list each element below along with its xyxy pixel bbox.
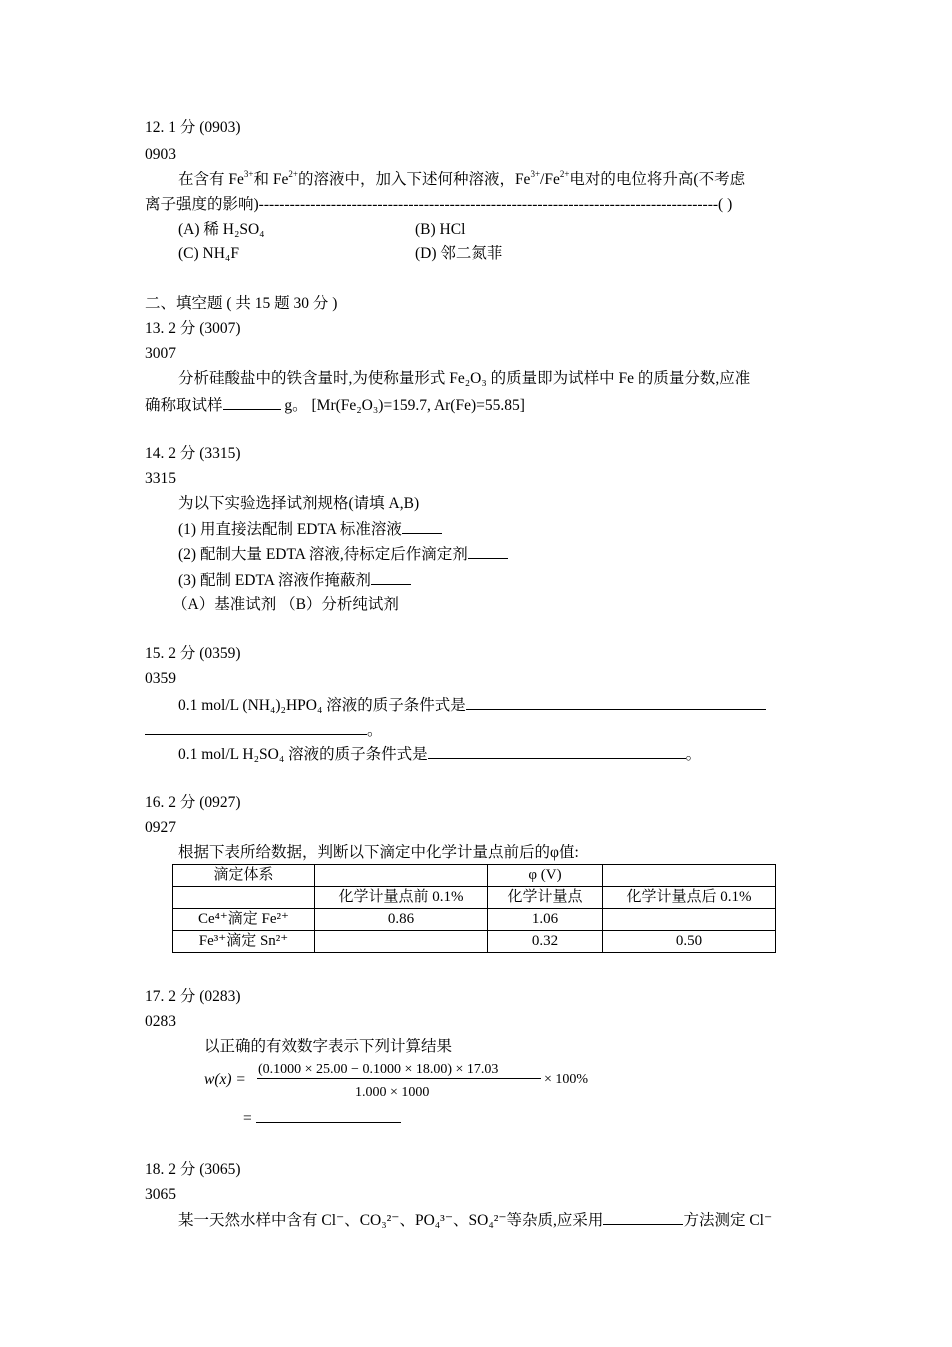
q12-sup4: 2+ <box>559 169 570 179</box>
q15-line1 <box>178 695 766 716</box>
q18-header: 18. 2 分 (3065) <box>145 1161 241 1178</box>
row2-before[interactable] <box>315 931 488 953</box>
sub-after-header: 化学计量点后 0.1% <box>603 887 776 909</box>
q12-option-d: (D) 邻二氮菲 <box>415 245 503 262</box>
q12-option-b: (B) HCl <box>415 221 466 238</box>
q15-period2: 。 <box>685 746 702 763</box>
q17-answer-blank[interactable] <box>256 1108 401 1123</box>
q14-item2 <box>178 544 508 565</box>
q14-choices: （A）基准试剂 （B）分析纯试剂 <box>172 596 399 613</box>
q15-header: 15. 2 分 (0359) <box>145 645 241 662</box>
row1-before: 0.86 <box>315 909 488 931</box>
q15-line2 <box>145 720 383 741</box>
q17-eq: = <box>243 1110 252 1127</box>
q17-fraction-line <box>257 1078 541 1079</box>
q14-code: 3315 <box>145 470 176 487</box>
q15-line3-text: 0.1 mol/L H₂SO₄ 溶液的质子条件式是 <box>178 746 428 763</box>
col-phi-header: φ (V) <box>488 865 603 887</box>
q12-code: 0903 <box>145 146 176 163</box>
q12-stem-c: 的溶液中，加入下述何种溶液，Fe <box>297 171 531 188</box>
sub-point-header: 化学计量点 <box>488 887 603 909</box>
q12-header: 12. 1 分 (0903) <box>145 119 241 136</box>
q13-header: 13. 2 分 (3007) <box>145 320 241 337</box>
phi-header-right <box>603 865 776 887</box>
q15-blank1-part2[interactable] <box>145 720 367 735</box>
sub-before-header: 化学计量点前 0.1% <box>315 887 488 909</box>
q12-stem-e: 电对的电位将升高(不考虑 <box>569 171 746 188</box>
q15-blank2[interactable] <box>428 744 686 759</box>
q15-line3 <box>178 744 701 765</box>
table-row <box>173 931 776 953</box>
phi-table <box>172 864 776 953</box>
q14-item3 <box>178 570 411 591</box>
q17-header: 17. 2 分 (0283) <box>145 988 241 1005</box>
q14-header: 14. 2 分 (3315) <box>145 445 241 462</box>
q14-item1-blank[interactable] <box>402 519 442 534</box>
q17-numerator: (0.1000 × 25.00 − 0.1000 × 18.00) × 17.03 <box>258 1062 499 1077</box>
q12-stem-line2: 离子强度的影响)-----------------------------------------------------------------------------------------( ) <box>145 196 733 213</box>
q13-answer-blank[interactable] <box>223 395 281 410</box>
row1-point: 1.06 <box>488 909 603 931</box>
phi-table-subheader-row <box>173 887 776 909</box>
q12-stem-line1 <box>178 170 745 190</box>
q12-sup2: 2+ <box>288 169 298 179</box>
section2-title: 二、填空题 ( 共 15 题 30 分 ) <box>145 295 338 312</box>
phi-table-header-row <box>173 865 776 887</box>
q18-line1-a: 某一天然水样中含有 Cl⁻、CO₃²⁻、PO₄³⁻、SO₄²⁻等杂质,应采用 <box>178 1212 604 1229</box>
q18-code: 3065 <box>145 1186 176 1203</box>
q14-intro: 为以下实验选择试剂规格(请填 A,B) <box>178 495 420 512</box>
q18-answer-blank[interactable] <box>603 1210 683 1225</box>
q17-factor: × 100% <box>544 1072 589 1087</box>
q12-option-a: (A) 稀 H₂SO₄ <box>178 221 265 238</box>
row2-label: Fe³⁺滴定 Sn²⁺ <box>173 931 315 953</box>
q12-sup1: 3+ <box>243 169 254 179</box>
q14-item1-text: (1) 用直接法配制 EDTA 标准溶液 <box>178 521 402 538</box>
q14-item2-text: (2) 配制大量 EDTA 溶液,待标定后作滴定剂 <box>178 546 468 563</box>
q16-intro: 根据下表所给数据，判断以下滴定中化学计量点前后的φ值: <box>178 844 579 861</box>
subheader-empty <box>173 887 315 909</box>
row1-after[interactable] <box>603 909 776 931</box>
table-row <box>173 909 776 931</box>
q18-line1 <box>178 1210 772 1231</box>
q14-item1 <box>178 519 442 540</box>
q13-code: 3007 <box>145 345 176 362</box>
q14-item3-blank[interactable] <box>371 570 411 585</box>
q13-line1: 分析硅酸盐中的铁含量时,为使称量形式 Fe₂O₃ 的质量即为试样中 Fe 的质量分数,应准 <box>178 370 751 387</box>
row2-after: 0.50 <box>603 931 776 953</box>
q13-line2 <box>145 395 525 416</box>
row2-point: 0.32 <box>488 931 603 953</box>
q12-stem-a: 在含有 Fe <box>178 171 244 188</box>
q12-sup3: 3+ <box>530 169 541 179</box>
q17-code: 0283 <box>145 1013 176 1030</box>
q12-option-c: (C) NH₄F <box>178 245 239 262</box>
q18-line1-b: 方法测定 Cl⁻ <box>683 1212 773 1229</box>
q12-stem-b: 和 Fe <box>253 171 289 188</box>
q15-line1-text: 0.1 mol/L (NH₄)₂HPO₄ 溶液的质子条件式是 <box>178 697 466 714</box>
q17-eq-line <box>243 1108 401 1129</box>
col-system-header: 滴定体系 <box>173 865 315 887</box>
q16-code: 0927 <box>145 819 176 836</box>
q17-denominator: 1.000 × 1000 <box>355 1085 430 1100</box>
row1-label: Ce⁴⁺滴定 Fe²⁺ <box>173 909 315 931</box>
q13-line2-b: g。 [Mr(Fe₂O₃)=159.7, Ar(Fe)=55.85] <box>284 397 525 414</box>
q16-header: 16. 2 分 (0927) <box>145 794 241 811</box>
q17-lhs: w(x) = <box>204 1071 246 1088</box>
q17-intro: 以正确的有效数字表示下列计算结果 <box>204 1038 453 1055</box>
phi-header-left <box>315 865 488 887</box>
q12-stem-d: /Fe <box>540 171 560 188</box>
q13-line2-a: 确称取试样 <box>145 397 223 414</box>
q15-code: 0359 <box>145 670 176 687</box>
q14-item2-blank[interactable] <box>468 544 508 559</box>
q14-item3-text: (3) 配制 EDTA 溶液作掩蔽剂 <box>178 572 371 589</box>
q15-blank1-part1[interactable] <box>466 695 766 710</box>
q15-period1: 。 <box>367 722 383 739</box>
